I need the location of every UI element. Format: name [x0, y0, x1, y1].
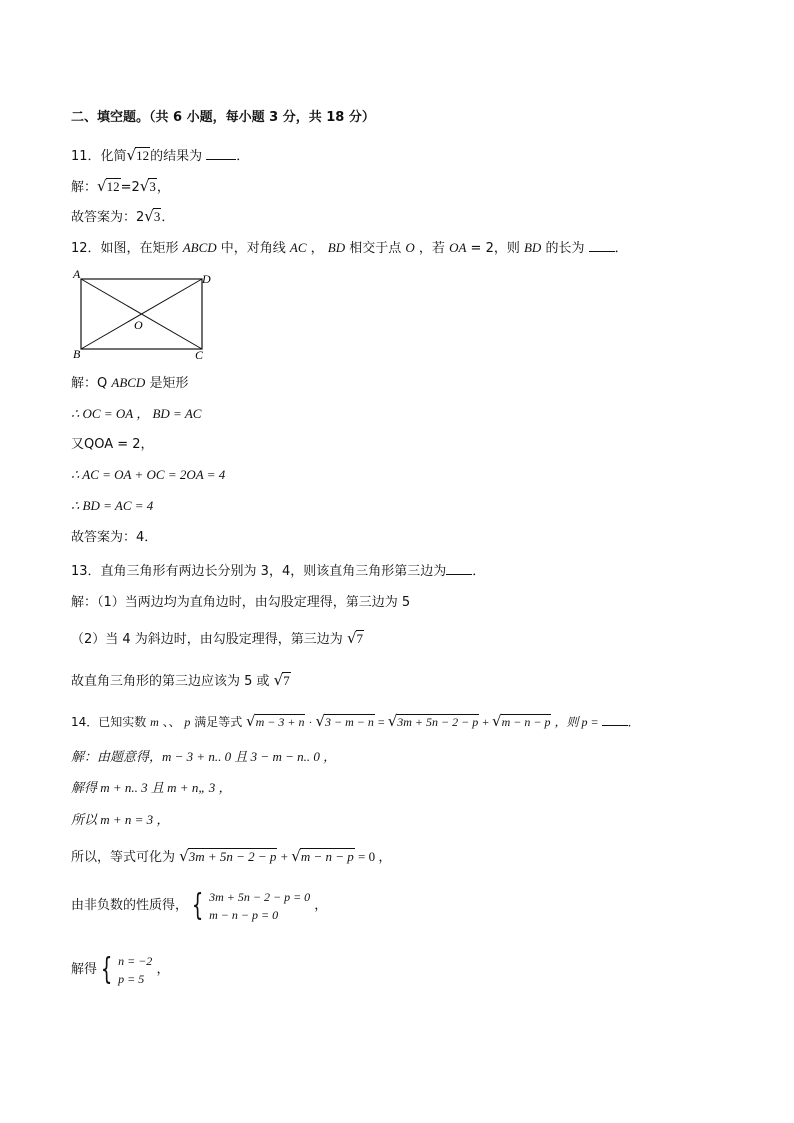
- q11-sol-prefix: 解：: [71, 180, 98, 195]
- equation-system: [209, 888, 310, 924]
- q14-solution-4: [71, 847, 391, 867]
- answer-blank: [589, 239, 615, 252]
- q12-text-g: 的长为: [541, 241, 589, 256]
- q12-solution-5: ∴ BD = AC = 4: [71, 498, 154, 513]
- q13-ans-rad: 7: [283, 673, 290, 688]
- q14-solution-1: 解：由题意得，m − 3 + n.. 0 且 3 − m − n.. 0 ，: [71, 749, 337, 764]
- q12-text-c: ，: [306, 241, 328, 256]
- sqrt-sign: √: [346, 629, 357, 647]
- q12-answer: 故答案为：4．: [71, 530, 158, 545]
- question-11: [71, 146, 249, 166]
- q11-solution: [71, 177, 170, 197]
- q12-ac: AC: [289, 240, 307, 255]
- q12-o: O: [405, 240, 415, 255]
- q12-solution-1: [71, 374, 188, 393]
- system-eq-1: n = −2: [118, 954, 153, 968]
- q14-sol5-prefix: 由非负数的性质得，: [71, 898, 189, 913]
- brace-symbol: {: [191, 888, 204, 923]
- sqrt-sign: √: [291, 847, 301, 865]
- label-a: A: [73, 267, 81, 281]
- q14-rad2: 3 − m − n: [325, 715, 374, 729]
- sqrt-sign: √: [139, 177, 150, 195]
- q12-solution-2: ∴ OC = OA ， BD = AC: [71, 406, 202, 421]
- q11-sol-rad1: 12: [106, 179, 120, 194]
- q12-oa: OA: [449, 240, 467, 255]
- q12-sol1-prefix: 解：Q: [71, 376, 112, 391]
- q14-sol6-prefix: 解得: [71, 962, 98, 977]
- q12-bd: BD: [327, 240, 346, 255]
- sqrt-sign: √: [179, 847, 189, 865]
- sqrt-sign: √: [315, 712, 326, 730]
- q14-dot: ·: [305, 715, 316, 729]
- sqrt-sign: √: [273, 671, 284, 689]
- q13-text: 13．直角三角形有两边长分别为 3，4，则该直角三角形第三边为: [71, 564, 447, 579]
- q13-sol2-rad: 7: [356, 631, 364, 646]
- answer-blank: [602, 713, 628, 726]
- label-c: C: [195, 348, 204, 362]
- answer-blank: [206, 147, 236, 160]
- q11-suffix: 的结果为: [150, 149, 207, 164]
- q11-prefix: 11．化简: [71, 149, 127, 164]
- q14-sol4-end: = 0 ，: [354, 849, 392, 864]
- q13-sol2-prefix: （2）当 4 为斜边时，由勾股定理得，第三边为: [71, 632, 347, 647]
- q11-sol-rad2: 3: [149, 179, 156, 194]
- q14-p: p: [184, 715, 191, 729]
- q14-plus: +: [479, 715, 493, 729]
- q13-answer: [71, 671, 291, 691]
- equation-system: [118, 952, 152, 988]
- q13-solution-1: 解：（1）当两边均为直角边时，由勾股定理得，第三边为 5: [71, 595, 411, 610]
- q12-abcd: ABCD: [182, 240, 217, 255]
- q12-bd2: BD: [523, 240, 542, 255]
- system-eq-1: 3m + 5n − 2 − p = 0: [209, 890, 311, 904]
- q14-sep: 、、: [158, 715, 185, 729]
- q14-rad4: m − n − p: [501, 715, 551, 729]
- q11-answer: [71, 207, 174, 227]
- sqrt-sign: √: [126, 146, 137, 164]
- q12-solution-4: ∴ AC = OA + OC = 2OA = 4: [71, 467, 226, 482]
- q13-ans-prefix: 故直角三角形的第三边应该为 5 或: [71, 674, 274, 689]
- q11-radicand: 12: [136, 148, 150, 163]
- q12-solution-3: 又QOA = 2，: [71, 437, 154, 452]
- question-13: [71, 562, 485, 581]
- q14-rad3: 3m + 5n − 2 − p: [397, 715, 479, 729]
- q14-eq: =: [374, 715, 388, 729]
- q11-sol-end: ，: [156, 180, 170, 195]
- q14-sol4-prefix: 所以，等式可化为: [71, 850, 180, 865]
- q13-end: ．: [472, 564, 486, 579]
- answer-blank: [446, 562, 472, 575]
- q12-sol1-suffix: 是矩形: [145, 376, 189, 391]
- section-header: 二、填空题。（共 6 小题，每小题 3 分，共 18 分）: [71, 110, 375, 125]
- label-o: O: [134, 318, 143, 332]
- question-14: [71, 712, 640, 731]
- q14-solution-3: 所以 m + n = 3 ，: [71, 812, 170, 827]
- label-b: B: [73, 347, 81, 361]
- q12-text-d: 相交于点: [345, 241, 406, 256]
- q14-m: m: [150, 715, 159, 729]
- sqrt-sign: √: [246, 712, 256, 730]
- q12-text-b: 中，对角线: [216, 241, 290, 256]
- sqrt-sign: √: [492, 712, 502, 730]
- q12-sol1-m: ABCD: [111, 375, 146, 390]
- q11-ans-end: ．: [161, 210, 175, 225]
- q11-sol-eq: =2: [120, 180, 140, 195]
- q14-sol4-plus: +: [277, 849, 292, 864]
- sqrt-sign: √: [387, 712, 398, 730]
- label-d: D: [202, 272, 211, 286]
- q11-ans-prefix: 故答案为：2: [71, 210, 145, 225]
- q12-end: ．: [614, 241, 628, 256]
- q14-mid: 满足等式: [190, 715, 247, 729]
- q14-solution-2: 解得 m + n.. 3 且 m + n„ 3 ，: [71, 780, 232, 795]
- q14-sol4-rad1: 3m + 5n − 2 − p: [188, 849, 277, 864]
- q14-sol5-end: ，: [310, 898, 328, 913]
- system-eq-2: m − n − p = 0: [209, 908, 279, 922]
- sqrt-sign: √: [144, 207, 154, 225]
- q14-prefix: 14．已知实数: [71, 715, 151, 729]
- q14-solution-6: [71, 952, 169, 988]
- q14-tail: ，则 p =: [551, 715, 602, 729]
- q12-text-f: = 2，则: [466, 241, 524, 256]
- q14-sol6-end: ，: [152, 962, 170, 977]
- q11-end: ．: [236, 149, 250, 164]
- q12-text-e: ，若: [414, 241, 450, 256]
- q12-text-a: 12．如图，在矩形: [71, 241, 183, 256]
- q14-solution-5: [71, 888, 327, 924]
- q14-sol4-rad2: m − n − p: [300, 849, 354, 864]
- question-12: [71, 239, 628, 258]
- q14-end: ．: [627, 715, 640, 729]
- rectangle-figure: [70, 266, 220, 364]
- brace-symbol: {: [100, 952, 113, 987]
- q14-rad1: m − 3 + n: [255, 715, 305, 729]
- sqrt-sign: √: [97, 177, 107, 195]
- q11-ans-rad: 3: [153, 209, 161, 224]
- system-eq-2: p = 5: [118, 972, 145, 986]
- q13-solution-2: [71, 629, 364, 649]
